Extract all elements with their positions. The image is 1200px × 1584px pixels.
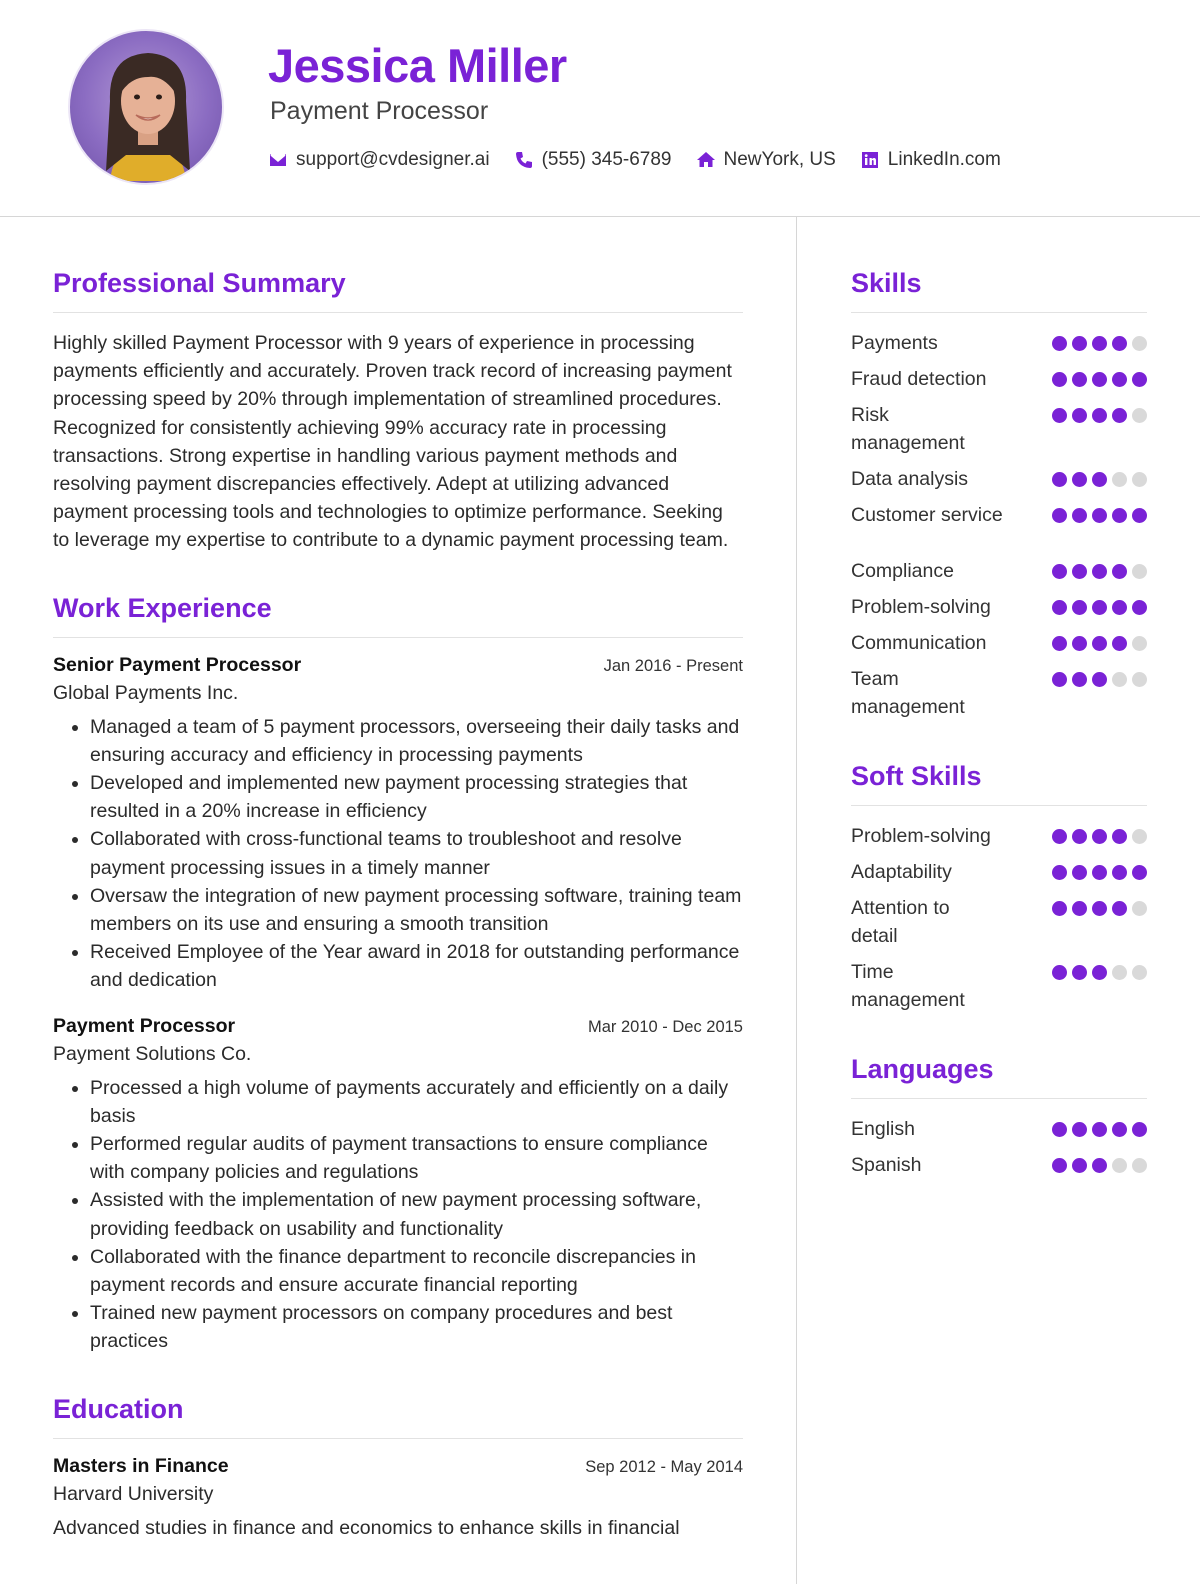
skill-rating <box>1047 557 1147 579</box>
rating-dot-filled <box>1132 600 1147 615</box>
section-rule <box>851 805 1147 806</box>
experience-heading: Work Experience <box>53 592 272 623</box>
rating-dot-filled <box>1132 1122 1147 1137</box>
rating-dot-filled <box>1092 901 1107 916</box>
experience-section <box>53 591 743 1356</box>
job-bullet: • Performed regular audits of payment transactions to ensure compliance with company policies and regulations <box>90 1130 743 1186</box>
languages-heading: Languages <box>851 1054 994 1084</box>
skills-section <box>851 266 1147 721</box>
job-bullets <box>53 1074 743 1356</box>
job-bullet: • Assisted with the implementation of new payment processing software, providing feedback on usability and functionality <box>90 1186 743 1242</box>
rating-dot-filled <box>1052 600 1067 615</box>
skill-row <box>851 629 1147 657</box>
job-company: Global Payments Inc. <box>53 681 239 704</box>
skill-name: Time management <box>851 961 965 1011</box>
skill-row <box>851 858 1147 886</box>
school: Harvard University <box>53 1482 214 1505</box>
rating-dot-filled <box>1072 865 1087 880</box>
skill-rating <box>1047 958 1147 980</box>
skill-name: Problem-solving <box>851 596 991 618</box>
skill-name: Problem-solving <box>851 825 991 847</box>
side-column <box>851 266 1147 1187</box>
skill-name: Fraud detection <box>851 368 987 390</box>
rating-dot-filled <box>1052 829 1067 844</box>
degree: Masters in Finance <box>53 1454 229 1477</box>
rating-dot-filled <box>1072 372 1087 387</box>
languages-section <box>851 1052 1147 1179</box>
skill-name: Customer service <box>851 504 1003 526</box>
rating-dot-filled <box>1092 636 1107 651</box>
rating-dot-empty <box>1132 636 1147 651</box>
skill-rating <box>1047 465 1147 487</box>
contact-email-text: support@cvdesigner.ai <box>296 149 490 170</box>
section-rule <box>53 637 743 638</box>
education-heading: Education <box>53 1393 184 1424</box>
rating-dot-filled <box>1052 372 1067 387</box>
rating-dot-filled <box>1092 965 1107 980</box>
rating-dot-filled <box>1072 600 1087 615</box>
rating-dot-empty <box>1112 1158 1127 1173</box>
job-bullet: • Oversaw the integration of new payment processing software, training team members on its use and ensuring a smooth transition <box>90 882 743 938</box>
rating-dot-filled <box>1092 865 1107 880</box>
rating-dot-filled <box>1112 564 1127 579</box>
rating-dot-filled <box>1052 672 1067 687</box>
job-bullet: • Collaborated with cross-functional teams to troubleshoot and resolve payment processing issues in a timely manner <box>90 825 743 881</box>
job-title: Payment Processor <box>53 1014 236 1037</box>
skill-rating <box>1047 894 1147 916</box>
summary-section <box>53 266 743 555</box>
rating-dot-empty <box>1132 829 1147 844</box>
language-name: Spanish <box>851 1154 922 1176</box>
rating-dot-filled <box>1112 636 1127 651</box>
education-section <box>53 1392 743 1542</box>
summary-heading: Professional Summary <box>53 268 346 298</box>
rating-dot-filled <box>1132 508 1147 523</box>
skill-row <box>851 557 1147 585</box>
job-bullets <box>53 713 743 995</box>
job-date: Mar 2010 - Dec 2015 <box>587 1017 743 1036</box>
job-company: Payment Solutions Co. <box>53 1042 252 1065</box>
contact-bar <box>268 149 1025 171</box>
job-bullet: • Trained new payment processors on company procedures and best practices <box>90 1299 743 1355</box>
skills-group <box>851 557 1147 721</box>
job-bullet: • Managed a team of 5 payment processors, overseeing their daily tasks and ensuring accuracy and efficiency in processing payments <box>90 713 743 769</box>
rating-dot-filled <box>1052 564 1067 579</box>
skill-name: Attention to detail <box>851 897 950 947</box>
skill-rating <box>1047 329 1147 351</box>
rating-dot-filled <box>1092 472 1107 487</box>
skill-name: Adaptability <box>851 861 952 883</box>
candidate-name: Jessica Miller <box>268 39 567 92</box>
skill-rating <box>1047 822 1147 844</box>
section-rule <box>851 1098 1147 1099</box>
language-row <box>851 1115 1147 1143</box>
profile-photo <box>68 29 224 185</box>
rating-dot-filled <box>1112 336 1127 351</box>
section-rule <box>53 312 743 313</box>
skill-row <box>851 365 1147 393</box>
skill-row <box>851 822 1147 850</box>
rating-dot-filled <box>1072 564 1087 579</box>
rating-dot-filled <box>1072 829 1087 844</box>
skill-row <box>851 501 1147 529</box>
rating-dot-filled <box>1092 564 1107 579</box>
rating-dot-filled <box>1112 508 1127 523</box>
candidate-title: Payment Processor <box>270 97 489 125</box>
rating-dot-filled <box>1092 672 1107 687</box>
rating-dot-filled <box>1072 1122 1087 1137</box>
rating-dot-filled <box>1052 1158 1067 1173</box>
envelope-icon <box>268 150 288 170</box>
rating-dot-filled <box>1092 829 1107 844</box>
rating-dot-filled <box>1092 336 1107 351</box>
rating-dot-filled <box>1072 472 1087 487</box>
job-title: Senior Payment Processor <box>53 653 302 676</box>
rating-dot-filled <box>1132 865 1147 880</box>
skill-row <box>851 401 1147 457</box>
rating-dot-filled <box>1112 600 1127 615</box>
rating-dot-filled <box>1052 1122 1067 1137</box>
education-entry <box>53 1455 743 1542</box>
rating-dot-filled <box>1112 865 1127 880</box>
rating-dot-filled <box>1052 336 1067 351</box>
language-name: English <box>851 1118 915 1140</box>
skill-name: Team management <box>851 668 965 718</box>
job-bullet: • Developed and implemented new payment processing strategies that resulted in a 20% increase in efficiency <box>90 769 743 825</box>
rating-dot-empty <box>1132 672 1147 687</box>
rating-dot-filled <box>1052 965 1067 980</box>
contact-email[interactable] <box>268 149 490 171</box>
skill-row <box>851 593 1147 621</box>
rating-dot-filled <box>1072 1158 1087 1173</box>
summary-text: Highly skilled Payment Processor with 9 years of experience in processing payments efficiently and accurately. Proven track record of increasing payment processing speed by 20% through implementation of streamlined procedures. Recognized for consistently achieving 99% accuracy rate in processing transactions. Strong expertise in handling various payment methods and resolving payment discrepancies effectively. Adept at utilizing advanced payment processing tools and technologies to optimize performance. Seeking to leverage my expertise to contribute to a dynamic payment processing team. <box>53 332 732 552</box>
rating-dot-filled <box>1112 901 1127 916</box>
rating-dot-filled <box>1112 408 1127 423</box>
rating-dot-filled <box>1072 672 1087 687</box>
skill-rating <box>1047 401 1147 423</box>
skill-row <box>851 329 1147 357</box>
contact-phone-text: (555) 345-6789 <box>541 149 672 170</box>
main-column <box>53 266 743 1542</box>
skill-rating <box>1047 665 1147 687</box>
rating-dot-filled <box>1052 901 1067 916</box>
resume-header <box>0 0 1200 217</box>
rating-dot-empty <box>1112 672 1127 687</box>
rating-dot-filled <box>1052 472 1067 487</box>
rating-dot-filled <box>1052 865 1067 880</box>
education-description: Advanced studies in finance and economics to enhance skills in financial <box>53 1516 680 1539</box>
skill-row <box>851 465 1147 493</box>
rating-dot-empty <box>1132 336 1147 351</box>
rating-dot-empty <box>1132 408 1147 423</box>
skill-name: Risk management <box>851 404 965 454</box>
skill-rating <box>1047 501 1147 523</box>
rating-dot-filled <box>1052 508 1067 523</box>
section-rule <box>53 1438 743 1439</box>
rating-dot-filled <box>1072 636 1087 651</box>
contact-linkedin[interactable] <box>860 149 1001 171</box>
skill-rating <box>1047 593 1147 615</box>
rating-dot-filled <box>1112 829 1127 844</box>
linkedin-icon <box>860 150 880 170</box>
skill-rating <box>1047 858 1147 880</box>
section-rule <box>851 312 1147 313</box>
home-icon <box>696 150 716 170</box>
job-bullet: • Processed a high volume of payments accurately and efficiently on a daily basis <box>90 1074 743 1130</box>
language-rating <box>1047 1151 1147 1173</box>
rating-dot-empty <box>1112 472 1127 487</box>
rating-dot-filled <box>1092 408 1107 423</box>
job-entry <box>53 654 743 995</box>
contact-linkedin-text: LinkedIn.com <box>887 149 1001 170</box>
rating-dot-filled <box>1072 965 1087 980</box>
rating-dot-filled <box>1092 1158 1107 1173</box>
rating-dot-filled <box>1132 372 1147 387</box>
rating-dot-filled <box>1072 336 1087 351</box>
rating-dot-empty <box>1132 1158 1147 1173</box>
rating-dot-filled <box>1092 1122 1107 1137</box>
soft-skills-section <box>851 759 1147 1014</box>
skill-name: Data analysis <box>851 468 969 490</box>
rating-dot-filled <box>1072 508 1087 523</box>
column-divider <box>796 217 797 1584</box>
soft-skills-heading: Soft Skills <box>851 761 982 791</box>
skill-rating <box>1047 365 1147 387</box>
rating-dot-filled <box>1112 1122 1127 1137</box>
education-date: Sep 2012 - May 2014 <box>585 1457 743 1476</box>
rating-dot-filled <box>1052 636 1067 651</box>
rating-dot-filled <box>1092 372 1107 387</box>
contact-location <box>696 149 836 171</box>
skill-row <box>851 958 1147 1014</box>
skill-name: Communication <box>851 632 987 654</box>
rating-dot-filled <box>1052 408 1067 423</box>
rating-dot-filled <box>1092 508 1107 523</box>
language-rating <box>1047 1115 1147 1137</box>
skill-name: Payments <box>851 332 938 354</box>
rating-dot-empty <box>1112 965 1127 980</box>
rating-dot-filled <box>1072 408 1087 423</box>
rating-dot-empty <box>1132 564 1147 579</box>
contact-phone[interactable] <box>514 149 672 171</box>
rating-dot-empty <box>1132 901 1147 916</box>
job-date: Jan 2016 - Present <box>603 656 743 675</box>
rating-dot-empty <box>1132 472 1147 487</box>
language-row <box>851 1151 1147 1179</box>
rating-dot-filled <box>1092 600 1107 615</box>
skill-row <box>851 894 1147 950</box>
skill-rating <box>1047 629 1147 651</box>
job-bullet: • Received Employee of the Year award in 2018 for outstanding performance and dedication <box>90 938 743 994</box>
contact-location-text: NewYork, US <box>723 149 836 170</box>
job-entry <box>53 1015 743 1356</box>
phone-icon <box>514 150 534 170</box>
skill-row <box>851 665 1147 721</box>
skills-heading: Skills <box>851 268 922 298</box>
job-bullet: • Collaborated with the finance department to reconcile discrepancies in payment records and ensure accurate financial reporting <box>90 1243 743 1299</box>
rating-dot-filled <box>1072 901 1087 916</box>
rating-dot-filled <box>1112 372 1127 387</box>
rating-dot-empty <box>1132 965 1147 980</box>
profile-photo-illustration <box>70 31 224 185</box>
skill-name: Compliance <box>851 560 954 582</box>
skills-group <box>851 329 1147 529</box>
